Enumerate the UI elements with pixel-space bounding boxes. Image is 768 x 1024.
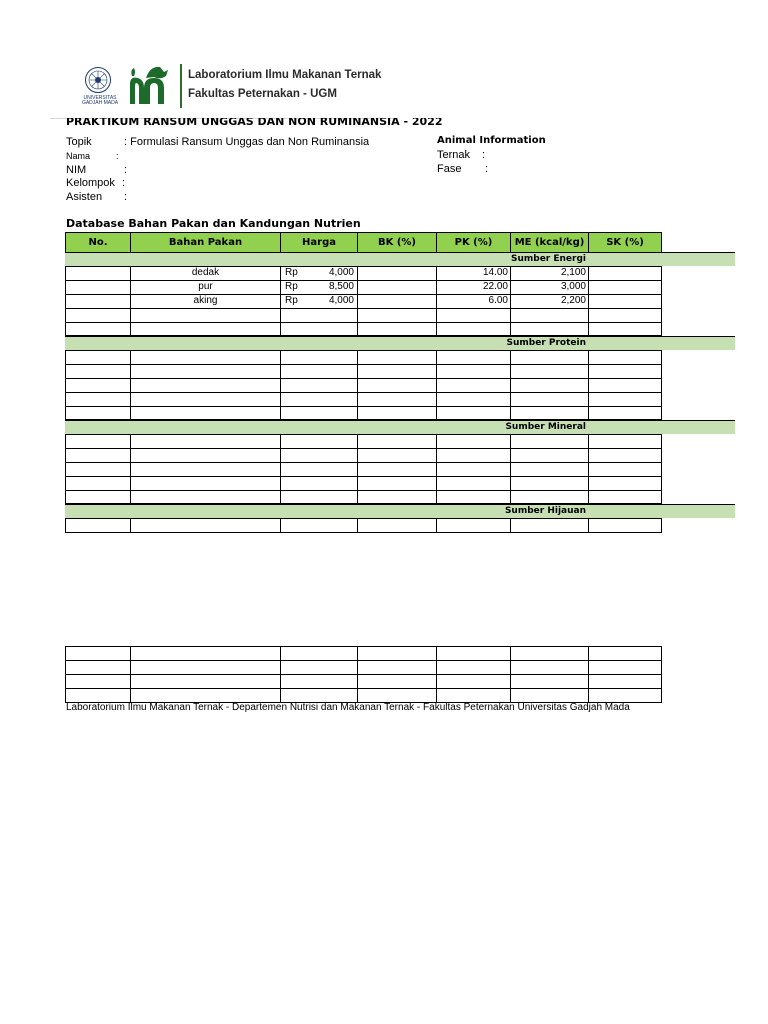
cell[interactable] [281,322,358,336]
cell[interactable] [589,674,662,688]
cell[interactable] [511,647,589,661]
cell[interactable] [131,435,281,449]
cell[interactable] [511,462,589,476]
cell[interactable] [358,674,437,688]
cell[interactable] [66,308,131,322]
cell[interactable] [358,476,437,490]
cell[interactable] [511,490,589,504]
currency: Rp [285,267,298,279]
cell[interactable] [281,392,358,406]
cell[interactable] [589,322,662,336]
logo-divider [180,64,182,108]
cell[interactable] [131,406,281,420]
cell[interactable] [131,647,281,661]
cell[interactable] [131,519,281,533]
cell[interactable] [281,351,358,365]
cell[interactable] [131,674,281,688]
cell-pk[interactable]: 22.00 [437,280,511,294]
cell[interactable] [511,448,589,462]
cell-sk[interactable] [589,280,662,294]
cell[interactable] [437,490,511,504]
cell[interactable] [281,688,358,702]
cell[interactable] [511,688,589,702]
cell[interactable] [131,448,281,462]
cell[interactable] [589,448,662,462]
cell[interactable] [437,519,511,533]
cell[interactable] [281,308,358,322]
cell[interactable] [589,462,662,476]
cell[interactable] [589,406,662,420]
cell-no[interactable] [66,280,131,294]
cell[interactable] [66,462,131,476]
footer-text: Laboratorium Ilmu Makanan Ternak - Departemen Nutrisi dan Makanan Ternak - Fakultas Peternakan Universitas Gadjah Mada [66,702,630,713]
cell-me[interactable]: 3,000 [511,280,589,294]
cell[interactable] [66,647,131,661]
cell[interactable] [589,351,662,365]
cell[interactable] [437,392,511,406]
cell[interactable] [66,351,131,365]
table-row [66,378,662,392]
cell[interactable] [589,476,662,490]
cell[interactable] [66,688,131,702]
price-value: 4,000 [328,295,354,307]
cell-pk[interactable]: 6.00 [437,294,511,308]
cell[interactable] [358,322,437,336]
cell[interactable] [358,647,437,661]
cell-harga[interactable] [281,267,358,281]
university-name: UNIVERSITAS GADJAH MADA [81,95,119,106]
cell-bahan[interactable]: aking [131,294,281,308]
cell[interactable] [131,322,281,336]
document-title: PRAKTIKUM RANSUM UNGGAS DAN NON RUMINANSIA - 2022 [66,118,443,128]
cell[interactable] [66,490,131,504]
cell[interactable] [131,660,281,674]
cell[interactable] [511,308,589,322]
table-row [66,674,662,688]
cell[interactable] [437,462,511,476]
faculty-m-logo-icon [126,64,170,108]
table-row [66,476,662,490]
cell[interactable] [281,378,358,392]
cell[interactable] [66,378,131,392]
lab-name: Laboratorium Ilmu Makanan Ternak [188,69,382,81]
cell[interactable] [511,351,589,365]
cell[interactable] [66,476,131,490]
nutrient-table-header [65,232,662,253]
mineral-table [65,434,662,504]
hijauan-table [65,518,662,533]
nim-colon: : [124,164,128,176]
table-row [66,519,662,533]
cell[interactable] [589,308,662,322]
table-row [66,267,662,281]
cell[interactable] [589,378,662,392]
price-value: 8,500 [328,281,354,293]
cell[interactable] [437,308,511,322]
protein-table [65,350,662,420]
cell[interactable] [511,476,589,490]
cell[interactable] [131,308,281,322]
cell[interactable] [437,351,511,365]
cell[interactable] [281,519,358,533]
section-sumber-hijauan: Sumber Hijauan [65,504,735,518]
cell[interactable] [131,351,281,365]
col-sk: SK (%) [589,233,662,253]
table-row [66,322,662,336]
cell[interactable] [589,647,662,661]
price-value: 4,000 [328,267,354,279]
cell-bk[interactable] [358,280,437,294]
cell[interactable] [281,462,358,476]
cell[interactable] [281,364,358,378]
cell[interactable] [358,448,437,462]
cell[interactable] [437,448,511,462]
cell[interactable] [511,674,589,688]
table-row [66,392,662,406]
table-row [66,406,662,420]
cell[interactable] [358,462,437,476]
cell[interactable] [511,392,589,406]
cell[interactable] [437,660,511,674]
cell[interactable] [131,490,281,504]
cell[interactable] [66,364,131,378]
cell[interactable] [589,660,662,674]
kelompok-label: Kelompok [66,177,115,189]
cell[interactable] [131,476,281,490]
topik-value: : Formulasi Ransum Unggas dan Non Ruminansia [124,136,370,148]
cell[interactable] [437,688,511,702]
cell[interactable] [437,435,511,449]
col-me: ME (kcal/kg) [511,233,589,253]
cell[interactable] [589,688,662,702]
cell[interactable] [511,519,589,533]
cell[interactable] [437,674,511,688]
cell[interactable] [66,660,131,674]
col-bk: BK (%) [358,233,437,253]
cell[interactable] [131,688,281,702]
ternak-label: Ternak [437,149,471,161]
cell[interactable] [358,364,437,378]
cell[interactable] [437,364,511,378]
cell[interactable] [66,435,131,449]
cell[interactable] [281,448,358,462]
cell[interactable] [281,476,358,490]
cell-me[interactable]: 2,100 [511,267,589,281]
cell-bahan[interactable]: dedak [131,267,281,281]
cell-no[interactable] [66,294,131,308]
cell[interactable] [358,351,437,365]
cell[interactable] [589,519,662,533]
currency: Rp [285,281,298,293]
cell[interactable] [358,660,437,674]
cell[interactable] [131,364,281,378]
cell[interactable] [66,392,131,406]
cell[interactable] [511,660,589,674]
asisten-label: Asisten [66,191,103,203]
ternak-colon: : [482,149,486,161]
table-row [66,660,662,674]
cell[interactable] [511,322,589,336]
cell[interactable] [589,490,662,504]
cell-harga[interactable] [281,294,358,308]
cell-sk[interactable] [589,294,662,308]
cell[interactable] [66,322,131,336]
nama-label: Nama [66,151,91,161]
section-sumber-energi: Sumber Energi [65,252,735,266]
cell[interactable] [66,406,131,420]
cell-pk[interactable]: 14.00 [437,267,511,281]
col-harga: Harga [281,233,358,253]
currency: Rp [285,295,298,307]
cell[interactable] [437,322,511,336]
nim-label: NIM [66,164,87,176]
col-pk: PK (%) [437,233,511,253]
cell[interactable] [511,406,589,420]
topik-label: Topik [66,136,92,148]
table-row [66,308,662,322]
cell[interactable] [437,647,511,661]
table-row [66,435,662,449]
table-row [66,364,662,378]
fase-label: Fase [437,163,462,175]
cell[interactable] [66,448,131,462]
cell[interactable] [437,378,511,392]
table-row [66,280,662,294]
table-row [66,448,662,462]
section-sumber-mineral: Sumber Mineral [65,420,735,434]
cell-harga[interactable] [281,280,358,294]
cell[interactable] [358,308,437,322]
column-header-row [66,233,662,253]
cell[interactable] [131,392,281,406]
database-title: Database Bahan Pakan dan Kandungan Nutrien [66,217,361,230]
cell-bk[interactable] [358,294,437,308]
table-row [66,490,662,504]
cell[interactable] [131,378,281,392]
cell[interactable] [358,406,437,420]
section-sumber-protein: Sumber Protein [65,336,735,350]
cell[interactable] [589,435,662,449]
fase-colon: : [485,163,489,175]
cell-bahan[interactable]: pur [131,280,281,294]
cell[interactable] [281,674,358,688]
cell[interactable] [358,435,437,449]
table-row [66,647,662,661]
cell[interactable] [358,688,437,702]
cell[interactable] [437,406,511,420]
cell[interactable] [358,392,437,406]
cell[interactable] [589,392,662,406]
cell[interactable] [281,435,358,449]
cell[interactable] [589,364,662,378]
bottom-table [65,646,662,703]
faculty-name: Fakultas Peternakan - UGM [188,88,337,100]
cell[interactable] [358,490,437,504]
table-row [66,462,662,476]
cell-me[interactable]: 2,200 [511,294,589,308]
col-no: No. [66,233,131,253]
cell[interactable] [358,519,437,533]
cell[interactable] [281,660,358,674]
cell[interactable] [511,435,589,449]
animal-info-title: Animal Information [437,135,546,146]
cell-no[interactable] [66,267,131,281]
cell[interactable] [281,647,358,661]
nama-colon: : [116,151,119,161]
table-row [66,294,662,308]
table-row [66,351,662,365]
kelompok-colon: : [122,177,126,189]
cell[interactable] [66,519,131,533]
cell[interactable] [511,364,589,378]
table-row [66,688,662,702]
cell[interactable] [358,378,437,392]
cell-bk[interactable] [358,267,437,281]
cell[interactable] [131,462,281,476]
energy-table [65,266,662,336]
cell[interactable] [281,406,358,420]
cell[interactable] [66,674,131,688]
cell[interactable] [511,378,589,392]
ugm-seal-icon [84,66,112,94]
cell-sk[interactable] [589,267,662,281]
cell[interactable] [437,476,511,490]
asisten-colon: : [124,191,128,203]
col-bahan-pakan: Bahan Pakan [131,233,281,253]
cell[interactable] [281,490,358,504]
